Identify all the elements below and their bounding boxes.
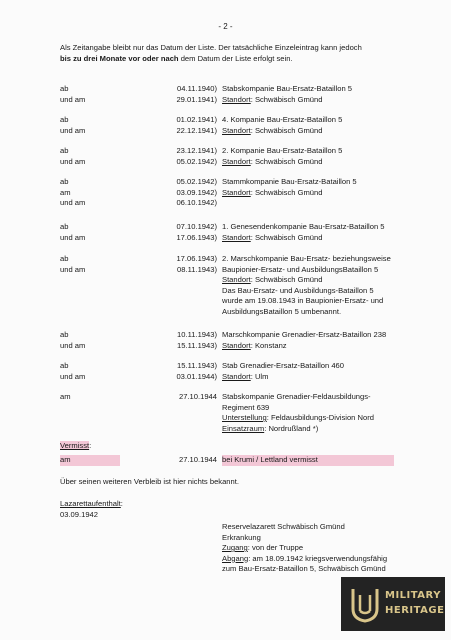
- entry-labels: [60, 330, 120, 351]
- entry-text-line: [222, 254, 451, 265]
- vermisst-row: [60, 455, 440, 467]
- entry-line-text: AusbildungsBataillon 5 umbenannt.: [222, 306, 342, 316]
- entry-text-line: [222, 424, 451, 435]
- entry-labels: [60, 222, 120, 243]
- entry-date: 23.12.1941): [176, 146, 217, 155]
- entry-description: [222, 177, 451, 198]
- entry-line-text: Stabskompanie Bau-Ersatz-Bataillon 5: [222, 84, 353, 93]
- entry-line-text: Reservelazarett Schwäbisch Gmünd: [222, 522, 345, 531]
- helmet-emblem-icon: [349, 585, 381, 623]
- entry-description: [222, 115, 451, 136]
- entry-line-text: Regiment 639: [222, 402, 270, 412]
- entry-description: [222, 254, 451, 317]
- service-entry: [60, 84, 440, 105]
- entry-dates: [142, 330, 217, 351]
- entry-underlined-term: Standort: [222, 371, 251, 381]
- entry-line-text: Marschkompanie Grenadier-Ersatz-Bataillon 238: [222, 330, 387, 339]
- entry-text-line: [222, 95, 451, 106]
- entry-date: 08.11.1943): [177, 264, 217, 274]
- entry-description: [222, 330, 451, 351]
- entry-text-line: [222, 307, 451, 318]
- entry-description: [222, 84, 451, 105]
- entry-line-text: : von der Truppe: [247, 543, 304, 552]
- entry-description: [222, 361, 451, 382]
- service-entry: [60, 392, 440, 434]
- entry-text-line: [222, 403, 451, 414]
- entry-label: am: [60, 187, 71, 197]
- lazarett-details: [60, 522, 388, 592]
- entry-text-line: [222, 543, 451, 554]
- entry-line-text: 2. Marschkompanie Bau-Ersatz- beziehungsweise: [222, 254, 391, 263]
- service-entry: [60, 115, 440, 136]
- lazarett-section: [60, 499, 123, 510]
- entry-label: ab: [60, 115, 69, 124]
- entry-line-text: zum Bau-Ersatz-Bataillon 5, Schwäbisch Gmünd: [222, 564, 386, 573]
- entry-label: ab: [60, 146, 69, 155]
- entry-label: und am: [60, 371, 86, 381]
- entry-date: 17.06.1943): [176, 254, 217, 263]
- entry-date: 29.01.1941): [176, 94, 217, 104]
- entry-text-line: [222, 115, 451, 126]
- entry-label: und am: [60, 232, 86, 242]
- entry-underlined-term: Unterstellung: [222, 413, 267, 422]
- entry-label: ab: [60, 330, 69, 339]
- entry-line-text: Stabskompanie Grenadier-Feldausbildungs-: [222, 392, 371, 401]
- entry-line-text: Stammkompanie Bau-Ersatz-Bataillon 5: [222, 177, 357, 186]
- entry-dates: [142, 146, 217, 167]
- lazarett-description: [222, 522, 451, 575]
- entry-underlined-term: Standort: [222, 340, 251, 350]
- entry-text-line: [222, 146, 451, 157]
- entry-description: [222, 392, 451, 434]
- entry-line-text: : Nordrußland *): [264, 423, 319, 433]
- entry-dates: [142, 361, 217, 382]
- vermisst-date: 27.10.1944: [178, 455, 217, 464]
- entry-line-text: Stab Grenadier-Ersatz-Bataillon 460: [222, 361, 344, 370]
- entry-line-text: 1. Genesendenkompanie Bau-Ersatz-Bataillon 5: [222, 222, 385, 231]
- intro-bold-phrase: bis zu drei Monate vor oder nach: [60, 54, 179, 63]
- entry-labels: [60, 146, 120, 167]
- entry-date: 05.02.1942): [176, 156, 217, 166]
- entry-underlined-term: Einsatzraum: [222, 423, 265, 433]
- entry-underlined-term: Standort: [222, 275, 251, 284]
- vermisst-heading: Vermisst: [60, 441, 90, 450]
- entry-dates: [142, 222, 217, 243]
- entry-date: 10.11.1943): [177, 330, 217, 339]
- entry-text-line: [222, 330, 451, 341]
- entry-label: ab: [60, 177, 69, 186]
- vermisst-text: bei Krumi / Lettland vermisst: [222, 455, 394, 466]
- service-entry: [60, 146, 440, 167]
- entry-text-line: [222, 413, 451, 424]
- entry-label: und am: [60, 156, 86, 166]
- entry-labels: [60, 392, 120, 403]
- entry-date: 15.11.1943): [177, 340, 217, 350]
- logo-text-heritage: HERITAGE: [385, 605, 445, 616]
- entry-date: 06.10.1942): [176, 198, 217, 207]
- entry-description: [222, 222, 451, 243]
- entry-text-line: [222, 564, 451, 575]
- entry-underlined-term: Standort: [222, 125, 251, 135]
- entry-underlined-term: Standort: [222, 187, 251, 197]
- entry-line-text: Erkrankung: [222, 532, 261, 542]
- entry-underlined-term: Standort: [222, 156, 251, 166]
- entry-text-line: [222, 341, 451, 352]
- entry-line-text: : Schwäbisch Gmünd: [250, 232, 323, 242]
- service-entry: [60, 254, 440, 317]
- entry-date: 15.11.1943): [177, 361, 217, 370]
- entry-dates: [142, 84, 217, 105]
- entry-description: [222, 146, 451, 167]
- page-number: - 2 -: [218, 22, 233, 31]
- entry-line-text: : Ulm: [250, 371, 269, 381]
- entry-date: 01.02.1941): [176, 115, 217, 124]
- entry-text-line: [222, 177, 451, 188]
- entry-text-line: [222, 554, 451, 565]
- entry-text-line: [222, 372, 451, 383]
- entry-text-line: [222, 522, 451, 533]
- lazarett-date: 03.09.1942: [60, 510, 99, 519]
- entry-dates: [142, 115, 217, 136]
- entry-line-text: : Schwäbisch Gmünd: [250, 187, 323, 197]
- entry-text-line: [222, 126, 451, 137]
- entry-line-text: 4. Kompanie Bau-Ersatz-Bataillon 5: [222, 115, 343, 124]
- entry-text-line: [222, 84, 451, 95]
- entry-text-line: [222, 188, 451, 199]
- entry-underlined-term: Standort: [222, 232, 251, 242]
- lazarett-heading: Lazarettaufenthalt: [60, 499, 121, 508]
- lazarett-colon: :: [120, 499, 123, 508]
- intro-paragraph: [60, 42, 440, 64]
- entry-dates: [142, 392, 217, 403]
- entry-date: 22.12.1941): [176, 125, 217, 135]
- service-entry: [60, 330, 440, 351]
- entry-line-text: wurde am 19.08.1943 in Baupionier-Ersatz- und: [222, 296, 384, 305]
- entry-text-line: [222, 275, 451, 286]
- entry-date: 17.06.1943): [176, 232, 217, 242]
- entry-line-text: : am 18.09.1942 kriegsverwendungsfähig: [248, 553, 388, 563]
- entry-label: ab: [60, 84, 69, 93]
- service-entry: [60, 361, 440, 382]
- entry-label: und am: [60, 125, 86, 135]
- entry-text-line: [222, 361, 451, 372]
- entry-line-text: : Schwäbisch Gmünd: [250, 156, 323, 166]
- service-entry: [60, 177, 440, 209]
- verbleib-text: Über seinen weiteren Verbleib ist hier nichts bekannt.: [60, 477, 239, 486]
- entry-line-text: Das Bau-Ersatz- und Ausbildungs-Bataillon 5: [222, 285, 374, 295]
- entry-text-line: [222, 233, 451, 244]
- entry-underlined-term: Zugang: [222, 543, 248, 552]
- entry-label: ab: [60, 254, 69, 263]
- intro-line-1: Als Zeitangabe bleibt nur das Datum der Liste. Der tatsächliche Einzeleintrag kann jedoch: [60, 43, 362, 52]
- entry-text-line: [222, 533, 451, 544]
- intro-line-2-rest: dem Datum der Liste erfolgt sein.: [178, 54, 293, 63]
- entry-labels: [60, 361, 120, 382]
- entry-label: und am: [60, 264, 86, 274]
- military-heritage-logo: [341, 577, 445, 631]
- entry-underlined-term: Abgang: [222, 553, 249, 563]
- entry-text-line: [222, 265, 451, 276]
- entry-date: 07.10.1942): [176, 222, 217, 231]
- entry-text-line: [222, 157, 451, 168]
- service-entry: [60, 222, 440, 243]
- entry-line-text: : Schwäbisch Gmünd: [250, 94, 323, 104]
- entry-line-text: : Schwäbisch Gmünd: [250, 125, 323, 135]
- entry-date: 03.09.1942): [176, 187, 217, 197]
- entry-text-line: [222, 392, 451, 403]
- entry-label: und am: [60, 198, 86, 207]
- entry-line-text: : Feldausbildungs-Division Nord: [266, 413, 374, 422]
- entry-dates: [142, 177, 217, 209]
- entry-line-text: : Schwäbisch Gmünd: [250, 275, 323, 284]
- entry-line-text: Baupionier-Ersatz- und AusbildungsBataillon 5: [222, 264, 379, 274]
- entry-date: 03.01.1944): [176, 371, 217, 381]
- entry-date: 05.02.1942): [176, 177, 217, 186]
- entry-text-line: [222, 222, 451, 233]
- entry-label: ab: [60, 361, 69, 370]
- entry-labels: [60, 254, 120, 275]
- entry-labels: [60, 177, 120, 209]
- entry-line-text: : Konstanz: [250, 340, 287, 350]
- entry-label: am: [60, 392, 71, 401]
- entry-label: und am: [60, 94, 86, 104]
- entry-line-text: 2. Kompanie Bau-Ersatz-Bataillon 5: [222, 146, 343, 155]
- entry-labels: [60, 84, 120, 105]
- vermisst-section: [60, 441, 91, 452]
- entry-dates: [142, 254, 217, 275]
- vermisst-label: am: [60, 455, 120, 466]
- entry-labels: [60, 115, 120, 136]
- entry-label: und am: [60, 340, 86, 350]
- entry-text-line: [222, 286, 451, 297]
- logo-text-military: MILITARY: [385, 590, 441, 601]
- entry-label: ab: [60, 222, 69, 231]
- vermisst-colon: :: [89, 441, 92, 450]
- entry-date: 04.11.1940): [177, 84, 217, 93]
- entry-text-line: [222, 296, 451, 307]
- entry-date: 27.10.1944: [178, 392, 217, 401]
- entry-underlined-term: Standort: [222, 94, 251, 104]
